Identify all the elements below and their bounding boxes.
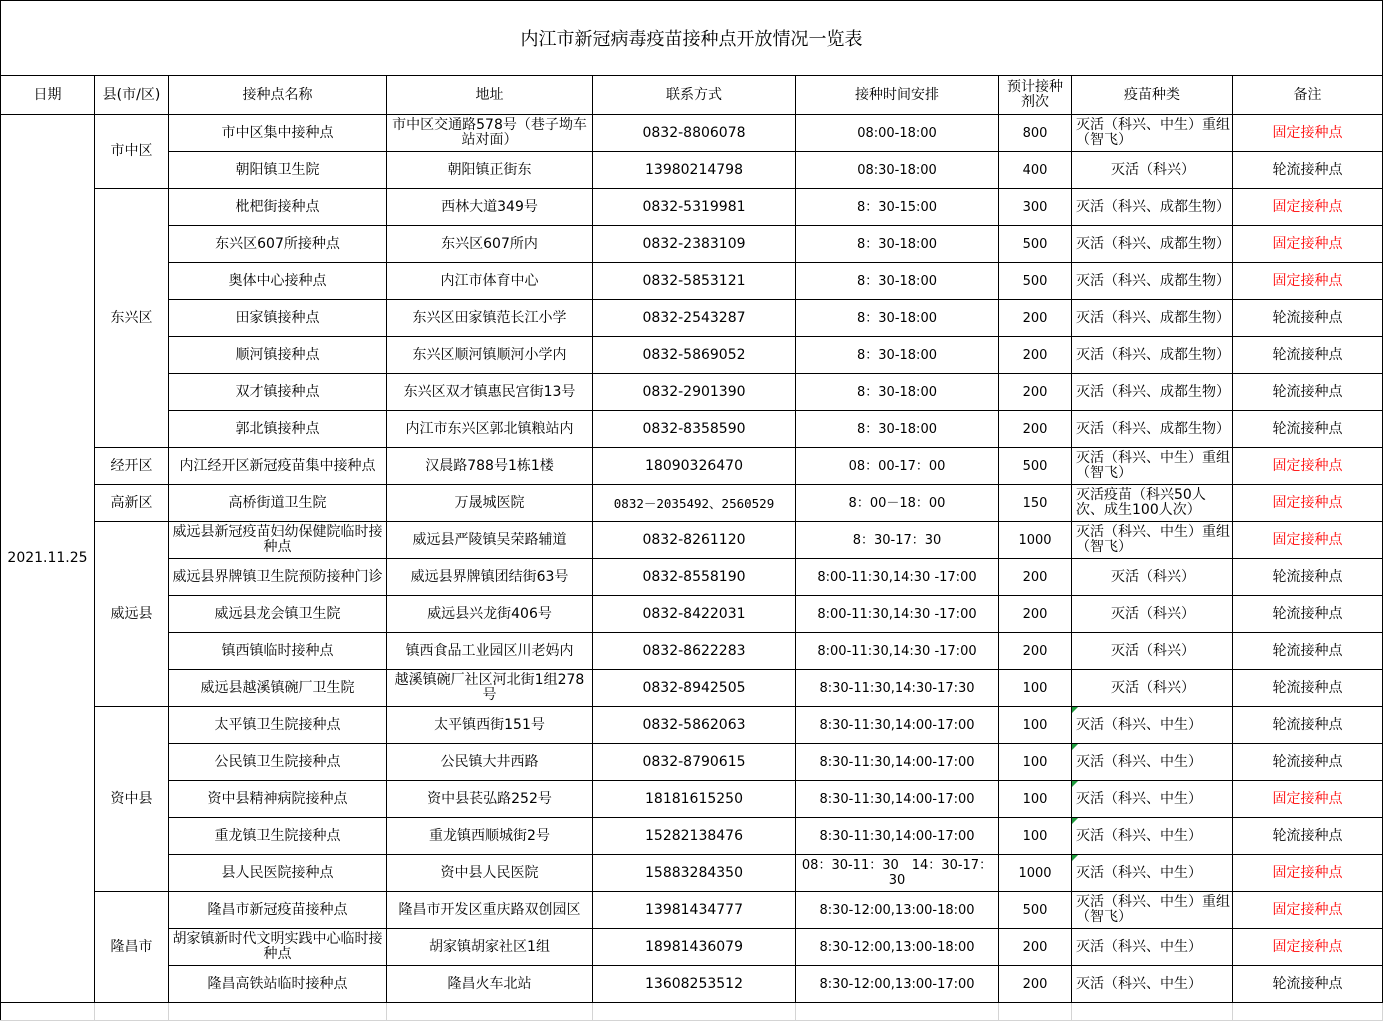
vaccine-cell: 灭活疫苗（科兴50人次、成生100人次） [1072, 485, 1233, 522]
note-cell: 轮流接种点 [1233, 559, 1383, 596]
table-row [1, 707, 1383, 744]
doses-cell: 1000 [999, 855, 1072, 892]
note-cell: 轮流接种点 [1233, 411, 1383, 448]
table-row [1, 596, 1383, 633]
contact-cell: 0832-8558190 [593, 559, 796, 596]
table-row [1, 115, 1383, 152]
site-cell: 镇西镇临时接种点 [169, 633, 387, 670]
vaccine-cell: 灭活（科兴、中生）重组（智飞） [1072, 892, 1233, 929]
vaccine-cell: 灭活（科兴、中生） [1072, 781, 1233, 818]
time-cell: 8:00-11:30,14:30 -17:00 [796, 633, 999, 670]
time-cell: 8:00-11:30,14:30 -17:00 [796, 559, 999, 596]
note-cell: 轮流接种点 [1233, 337, 1383, 374]
time-cell: 8:30-11:30,14:00-17:00 [796, 744, 999, 781]
address-cell: 镇西食品工业园区川老妈内 [387, 633, 593, 670]
address-cell: 市中区交通路578号（巷子坳车站对面） [387, 115, 593, 152]
table-row [1, 485, 1383, 522]
vaccine-cell: 灭活（科兴、中生）重组（智飞） [1072, 115, 1233, 152]
vaccine-cell: 灭活（科兴、成都生物） [1072, 337, 1233, 374]
site-cell: 田家镇接种点 [169, 300, 387, 337]
vaccine-cell: 灭活（科兴、中生）重组（智飞） [1072, 522, 1233, 559]
table-row [1, 226, 1383, 263]
time-cell: 8：30-18:00 [796, 337, 999, 374]
address-cell: 公民镇大井西路 [387, 744, 593, 781]
vaccine-cell: 灭活（科兴、中生） [1072, 966, 1233, 1003]
vaccine-cell: 灭活（科兴、中生） [1072, 855, 1233, 892]
address-cell: 太平镇西街151号 [387, 707, 593, 744]
note-cell: 固定接种点 [1233, 226, 1383, 263]
header-doses: 预计接种剂次 [999, 76, 1072, 115]
table-row [1, 189, 1383, 226]
doses-cell: 100 [999, 744, 1072, 781]
site-cell: 公民镇卫生院接种点 [169, 744, 387, 781]
header-vaccine: 疫苗种类 [1072, 76, 1233, 115]
site-cell: 奥体中心接种点 [169, 263, 387, 300]
county-cell: 市中区 [95, 115, 169, 189]
vaccine-cell: 灭活（科兴、成都生物） [1072, 226, 1233, 263]
table-title: 内江市新冠病毒疫苗接种点开放情况一览表 [0, 0, 1383, 76]
doses-cell: 100 [999, 707, 1072, 744]
site-cell: 威远县龙会镇卫生院 [169, 596, 387, 633]
vaccine-cell: 灭活（科兴） [1072, 152, 1233, 189]
empty-cell [1, 1003, 95, 1021]
table-row [1, 559, 1383, 596]
time-cell: 8：30-15:00 [796, 189, 999, 226]
address-cell: 西林大道349号 [387, 189, 593, 226]
note-cell: 固定接种点 [1233, 855, 1383, 892]
site-cell: 内江经开区新冠疫苗集中接种点 [169, 448, 387, 485]
table-row [1, 892, 1383, 929]
address-cell: 东兴区田家镇范长江小学 [387, 300, 593, 337]
address-cell: 内江市体育中心 [387, 263, 593, 300]
address-cell: 威远县严陵镇吴荣路辅道 [387, 522, 593, 559]
doses-cell: 200 [999, 374, 1072, 411]
contact-cell: 18181615250 [593, 781, 796, 818]
doses-cell: 200 [999, 633, 1072, 670]
contact-cell: 0832-2901390 [593, 374, 796, 411]
contact-cell: 0832-5319981 [593, 189, 796, 226]
table-row [1, 263, 1383, 300]
table-row [1, 744, 1383, 781]
table-row [1, 818, 1383, 855]
time-cell: 8:30-12:00,13:00-18:00 [796, 929, 999, 966]
note-cell: 轮流接种点 [1233, 152, 1383, 189]
contact-cell: 0832-8622283 [593, 633, 796, 670]
vaccine-cell: 灭活（科兴、中生） [1072, 744, 1233, 781]
time-cell: 08：30-11：30 14：30-17：30 [796, 855, 999, 892]
doses-cell: 200 [999, 337, 1072, 374]
vaccine-cell: 灭活（科兴、成都生物） [1072, 189, 1233, 226]
time-cell: 8:30-11:30,14:00-17:00 [796, 781, 999, 818]
site-cell: 市中区集中接种点 [169, 115, 387, 152]
table-row [1, 152, 1383, 189]
header-contact: 联系方式 [593, 76, 796, 115]
empty-cell [593, 1003, 796, 1021]
vaccine-cell: 灭活（科兴、中生）重组（智飞） [1072, 448, 1233, 485]
contact-cell: 0832-8358590 [593, 411, 796, 448]
table-row [1, 411, 1383, 448]
doses-cell: 500 [999, 263, 1072, 300]
contact-cell: 0832-8261120 [593, 522, 796, 559]
contact-cell: 0832-5862063 [593, 707, 796, 744]
note-cell: 固定接种点 [1233, 781, 1383, 818]
time-cell: 8：30-18:00 [796, 263, 999, 300]
site-cell: 枇杷街接种点 [169, 189, 387, 226]
site-cell: 东兴区607所接种点 [169, 226, 387, 263]
note-cell: 固定接种点 [1233, 115, 1383, 152]
site-cell: 隆昌市新冠疫苗接种点 [169, 892, 387, 929]
doses-cell: 150 [999, 485, 1072, 522]
contact-cell: 18090326470 [593, 448, 796, 485]
empty-row [1, 1003, 1383, 1021]
contact-cell: 0832-8806078 [593, 115, 796, 152]
vaccine-cell: 灭活（科兴） [1072, 559, 1233, 596]
contact-cell: 0832-5853121 [593, 263, 796, 300]
contact-cell: 15883284350 [593, 855, 796, 892]
contact-cell: 13981434777 [593, 892, 796, 929]
time-cell: 8:30-12:00,13:00-17:00 [796, 966, 999, 1003]
note-cell: 固定接种点 [1233, 485, 1383, 522]
contact-cell: 18981436079 [593, 929, 796, 966]
site-cell: 重龙镇卫生院接种点 [169, 818, 387, 855]
site-cell: 顺河镇接种点 [169, 337, 387, 374]
vaccination-sites-table [0, 75, 1383, 1021]
table-row [1, 633, 1383, 670]
doses-cell: 100 [999, 781, 1072, 818]
time-cell: 08:30-18:00 [796, 152, 999, 189]
contact-cell: 13980214798 [593, 152, 796, 189]
time-cell: 8:30-11:30,14:00-17:00 [796, 707, 999, 744]
address-cell: 东兴区双才镇惠民宫街13号 [387, 374, 593, 411]
doses-cell: 500 [999, 892, 1072, 929]
time-cell: 8：30-18:00 [796, 374, 999, 411]
time-cell: 8:30-12:00,13:00-18:00 [796, 892, 999, 929]
header-address: 地址 [387, 76, 593, 115]
doses-cell: 200 [999, 559, 1072, 596]
vaccine-cell: 灭活（科兴、成都生物） [1072, 300, 1233, 337]
table-row [1, 966, 1383, 1003]
vaccine-cell: 灭活（科兴） [1072, 670, 1233, 707]
note-cell: 轮流接种点 [1233, 596, 1383, 633]
note-cell: 轮流接种点 [1233, 374, 1383, 411]
county-cell: 资中县 [95, 707, 169, 892]
time-cell: 8：30-18:00 [796, 226, 999, 263]
empty-cell [95, 1003, 169, 1021]
time-cell: 8：30-18:00 [796, 411, 999, 448]
address-cell: 胡家镇胡家社区1组 [387, 929, 593, 966]
county-cell: 隆昌市 [95, 892, 169, 1003]
table-row [1, 781, 1383, 818]
time-cell: 8:00-11:30,14:30 -17:00 [796, 596, 999, 633]
doses-cell: 100 [999, 818, 1072, 855]
doses-cell: 500 [999, 448, 1072, 485]
address-cell: 东兴区607所内 [387, 226, 593, 263]
site-cell: 双才镇接种点 [169, 374, 387, 411]
doses-cell: 200 [999, 929, 1072, 966]
address-cell: 内江市东兴区郭北镇粮站内 [387, 411, 593, 448]
site-cell: 朝阳镇卫生院 [169, 152, 387, 189]
table-row [1, 374, 1383, 411]
time-cell: 8：30-18:00 [796, 300, 999, 337]
empty-cell [1072, 1003, 1233, 1021]
site-cell: 资中县精神病院接种点 [169, 781, 387, 818]
vaccine-cell: 灭活（科兴、中生） [1072, 929, 1233, 966]
table-row [1, 448, 1383, 485]
note-cell: 固定接种点 [1233, 892, 1383, 929]
doses-cell: 100 [999, 670, 1072, 707]
empty-cell [1233, 1003, 1383, 1021]
address-cell: 威远县界牌镇团结街63号 [387, 559, 593, 596]
doses-cell: 200 [999, 966, 1072, 1003]
contact-cell: 0832-8422031 [593, 596, 796, 633]
vaccine-cell: 灭活（科兴、中生） [1072, 707, 1233, 744]
time-cell: 8：30-17：30 [796, 522, 999, 559]
address-cell: 资中县苌弘路252号 [387, 781, 593, 818]
vaccine-cell: 灭活（科兴、成都生物） [1072, 411, 1233, 448]
site-cell: 隆昌高铁站临时接种点 [169, 966, 387, 1003]
date-cell: 2021.11.25 [1, 115, 95, 1003]
address-cell: 汉晨路788号1栋1楼 [387, 448, 593, 485]
vaccine-cell: 灭活（科兴） [1072, 633, 1233, 670]
vaccine-cell: 灭活（科兴、成都生物） [1072, 263, 1233, 300]
note-cell: 固定接种点 [1233, 929, 1383, 966]
note-cell: 轮流接种点 [1233, 300, 1383, 337]
doses-cell: 300 [999, 189, 1072, 226]
county-cell: 高新区 [95, 485, 169, 522]
time-cell: 8：00－18：00 [796, 485, 999, 522]
contact-cell: 0832-2383109 [593, 226, 796, 263]
table-row [1, 522, 1383, 559]
note-cell: 轮流接种点 [1233, 633, 1383, 670]
time-cell: 8:30-11:30,14:30-17:30 [796, 670, 999, 707]
note-cell: 轮流接种点 [1233, 744, 1383, 781]
contact-cell: 0832-8942505 [593, 670, 796, 707]
note-cell: 轮流接种点 [1233, 670, 1383, 707]
address-cell: 威远县兴龙街406号 [387, 596, 593, 633]
header-row [1, 76, 1383, 115]
contact-cell: 0832-2543287 [593, 300, 796, 337]
contact-cell: 0832-8790615 [593, 744, 796, 781]
header-note: 备注 [1233, 76, 1383, 115]
note-cell: 固定接种点 [1233, 263, 1383, 300]
doses-cell: 200 [999, 300, 1072, 337]
note-cell: 固定接种点 [1233, 189, 1383, 226]
address-cell: 重龙镇西顺城街2号 [387, 818, 593, 855]
table-row [1, 300, 1383, 337]
note-cell: 固定接种点 [1233, 448, 1383, 485]
table-row [1, 337, 1383, 374]
county-cell: 经开区 [95, 448, 169, 485]
time-cell: 08：00-17：00 [796, 448, 999, 485]
doses-cell: 1000 [999, 522, 1072, 559]
address-cell: 越溪镇碗厂社区河北街1组278号 [387, 670, 593, 707]
note-cell: 轮流接种点 [1233, 966, 1383, 1003]
site-cell: 县人民医院接种点 [169, 855, 387, 892]
address-cell: 资中县人民医院 [387, 855, 593, 892]
header-time: 接种时间安排 [796, 76, 999, 115]
contact-cell: 0832－2035492、2560529 [593, 485, 796, 522]
header-county: 县(市/区) [95, 76, 169, 115]
site-cell: 郭北镇接种点 [169, 411, 387, 448]
note-cell: 固定接种点 [1233, 522, 1383, 559]
doses-cell: 400 [999, 152, 1072, 189]
empty-cell [796, 1003, 999, 1021]
site-cell: 胡家镇新时代文明实践中心临时接种点 [169, 929, 387, 966]
doses-cell: 800 [999, 115, 1072, 152]
doses-cell: 200 [999, 596, 1072, 633]
vaccine-cell: 灭活（科兴、成都生物） [1072, 374, 1233, 411]
note-cell: 轮流接种点 [1233, 818, 1383, 855]
header-site: 接种点名称 [169, 76, 387, 115]
county-cell: 威远县 [95, 522, 169, 707]
address-cell: 隆昌火车北站 [387, 966, 593, 1003]
address-cell: 朝阳镇正街东 [387, 152, 593, 189]
table-row [1, 855, 1383, 892]
county-cell: 东兴区 [95, 189, 169, 448]
empty-cell [387, 1003, 593, 1021]
doses-cell: 200 [999, 411, 1072, 448]
note-cell: 轮流接种点 [1233, 707, 1383, 744]
contact-cell: 15282138476 [593, 818, 796, 855]
vaccine-cell: 灭活（科兴） [1072, 596, 1233, 633]
site-cell: 威远县界牌镇卫生院预防接种门诊 [169, 559, 387, 596]
site-cell: 太平镇卫生院接种点 [169, 707, 387, 744]
site-cell: 威远县新冠疫苗妇幼保健院临时接种点 [169, 522, 387, 559]
empty-cell [169, 1003, 387, 1021]
vaccine-cell: 灭活（科兴、中生） [1072, 818, 1233, 855]
doses-cell: 500 [999, 226, 1072, 263]
address-cell: 万晟城医院 [387, 485, 593, 522]
site-cell: 威远县越溪镇碗厂卫生院 [169, 670, 387, 707]
time-cell: 08:00-18:00 [796, 115, 999, 152]
empty-cell [999, 1003, 1072, 1021]
table-row [1, 670, 1383, 707]
contact-cell: 13608253512 [593, 966, 796, 1003]
contact-cell: 0832-5869052 [593, 337, 796, 374]
address-cell: 东兴区顺河镇顺河小学内 [387, 337, 593, 374]
table-row [1, 929, 1383, 966]
time-cell: 8:30-11:30,14:00-17:00 [796, 818, 999, 855]
address-cell: 隆昌市开发区重庆路双创园区 [387, 892, 593, 929]
header-date: 日期 [1, 76, 95, 115]
site-cell: 高桥街道卫生院 [169, 485, 387, 522]
